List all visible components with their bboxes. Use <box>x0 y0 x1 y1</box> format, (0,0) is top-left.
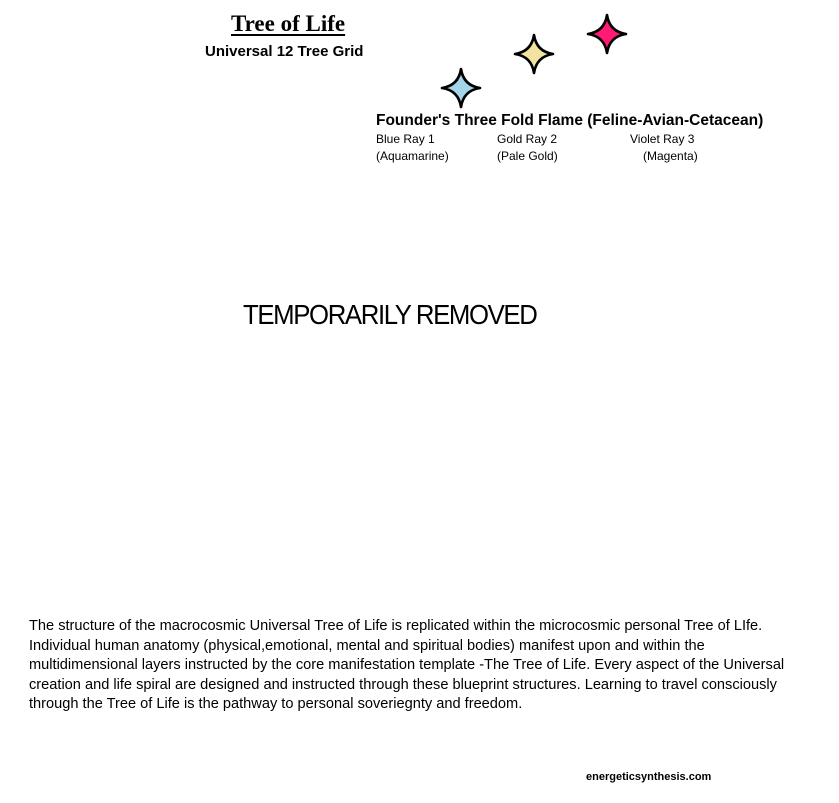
magenta-star-shape <box>588 15 626 53</box>
magenta-star-icon <box>586 13 628 55</box>
page-title: Tree of Life <box>231 11 346 36</box>
ray-3-color-name: (Magenta) <box>643 149 698 163</box>
ray-3-name: Violet Ray 3 <box>630 132 695 146</box>
page-subtitle: Universal 12 Tree Grid <box>205 43 364 60</box>
source-credit: energeticsynthesis.com <box>586 771 712 783</box>
blue-star-shape <box>442 69 480 107</box>
blue-star-icon <box>440 67 482 109</box>
temporarily-removed-notice: TEMPORARILY REMOVED <box>243 299 537 330</box>
ray-1-color-name: (Aquamarine) <box>376 149 449 163</box>
three-fold-flame-heading: Founder's Three Fold Flame (Feline-Avian-Cetacean) <box>376 112 764 129</box>
ray-2-name: Gold Ray 2 <box>497 132 558 146</box>
description-paragraph: The structure of the macrocosmic Universal Tree of Life is replicated within the microcosmic personal Tree of LIfe. Individual human anatomy (physical,emotional, mental and spiritual bodies) manifest upon and within the multidimensional layers instructed by the core manifestation template -The Tree of Life. Every aspect of the Universal creation and life spiral are designed and instructed through these blueprint structures. Learning to travel consciously through the Tree of Life is the pathway to personal soveriegnty and freedom. <box>29 618 785 713</box>
ray-2-color-name: (Pale Gold) <box>497 149 558 163</box>
gold-star-icon <box>513 33 555 75</box>
ray-1-name: Blue Ray 1 <box>376 132 435 146</box>
gold-star-shape <box>515 35 553 73</box>
